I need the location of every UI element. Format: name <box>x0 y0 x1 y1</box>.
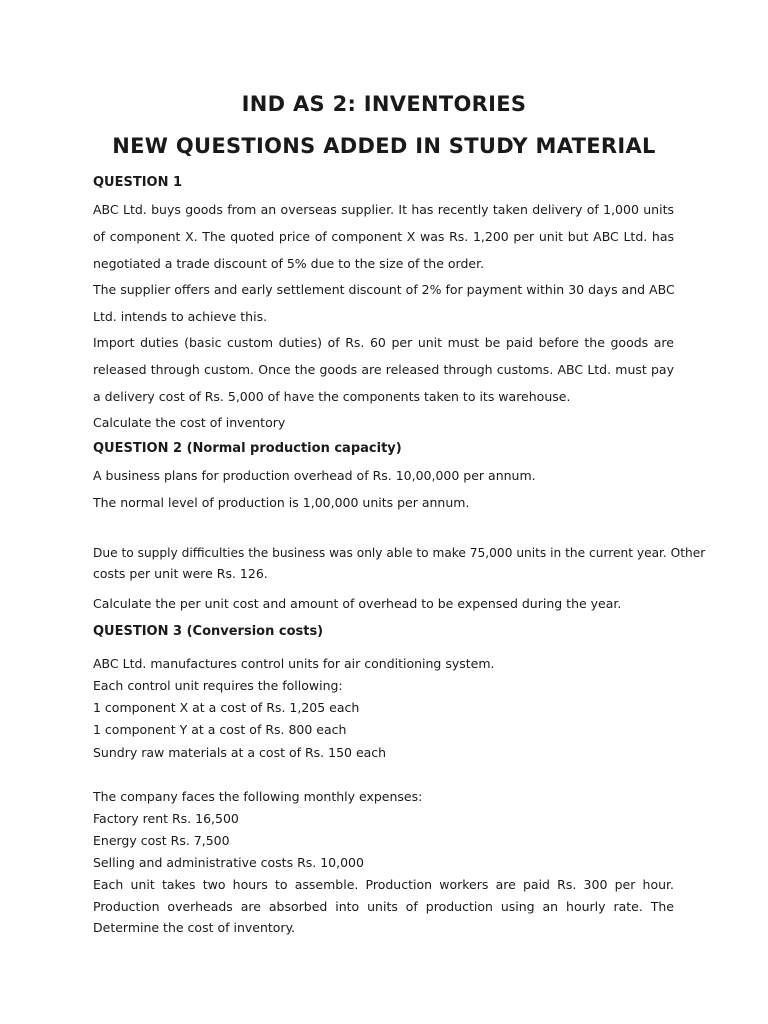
question-3-line: Determine the cost of inventory. <box>93 920 296 935</box>
question-2-line: costs per unit were Rs. 126. <box>93 566 268 581</box>
question-1-line: Import duties (basic custom duties) of Rs. 60 per unit must be paid before the goods are <box>93 335 674 350</box>
question-1-line: Ltd. intends to achieve this. <box>93 309 268 324</box>
question-1-line: ABC Ltd. buys goods from an overseas supplier. It has recently taken delivery of 1,000 units <box>93 202 674 217</box>
question-3-line: Selling and administrative costs Rs. 10,000 <box>93 855 364 870</box>
question-3-line: Energy cost Rs. 7,500 <box>93 833 230 848</box>
question-3-line: Each unit takes two hours to assemble. Production workers are paid Rs. 300 per hour. <box>93 877 674 892</box>
question-2-line: A business plans for production overhead of Rs. 10,00,000 per annum. <box>93 468 536 483</box>
question-2-line: Due to supply difficulties the business was only able to make 75,000 units in the current year. Other <box>93 546 706 560</box>
question-1-heading: QUESTION 1 <box>93 175 183 190</box>
question-3-line: Each control unit requires the following: <box>93 678 343 693</box>
question-3-line: 1 component X at a cost of Rs. 1,205 each <box>93 700 360 715</box>
question-1-line: Calculate the cost of inventory <box>93 415 286 430</box>
question-3-line: Factory rent Rs. 16,500 <box>93 811 239 826</box>
question-1-line: The supplier offers and early settlement discount of 2% for payment within 30 days and ABC <box>93 282 675 297</box>
question-2-line: The normal level of production is 1,00,000 units per annum. <box>93 495 470 510</box>
document-subtitle: NEW QUESTIONS ADDED IN STUDY MATERIAL <box>112 134 656 158</box>
question-3-line: The company faces the following monthly expenses: <box>93 789 423 804</box>
question-1-line: of component X. The quoted price of component X was Rs. 1,200 per unit but ABC Ltd. has <box>93 229 674 244</box>
question-3-line: 1 component Y at a cost of Rs. 800 each <box>93 722 347 737</box>
question-1-line: released through custom. Once the goods are released through customs. ABC Ltd. must pay <box>93 362 674 377</box>
question-1-line: a delivery cost of Rs. 5,000 of have the components taken to its warehouse. <box>93 389 571 404</box>
question-3-line: Production overheads are absorbed into units of production using an hourly rate. The <box>93 899 674 914</box>
question-3-line: Sundry raw materials at a cost of Rs. 150 each <box>93 745 387 760</box>
question-3-heading: QUESTION 3 (Conversion costs) <box>93 624 324 639</box>
question-2-heading: QUESTION 2 (Normal production capacity) <box>93 441 402 456</box>
question-2-line: Calculate the per unit cost and amount of overhead to be expensed during the year. <box>93 596 622 611</box>
question-3-line: ABC Ltd. manufactures control units for air conditioning system. <box>93 656 495 671</box>
question-1-line: negotiated a trade discount of 5% due to the size of the order. <box>93 256 485 271</box>
document-title: IND AS 2: INVENTORIES <box>241 92 527 116</box>
